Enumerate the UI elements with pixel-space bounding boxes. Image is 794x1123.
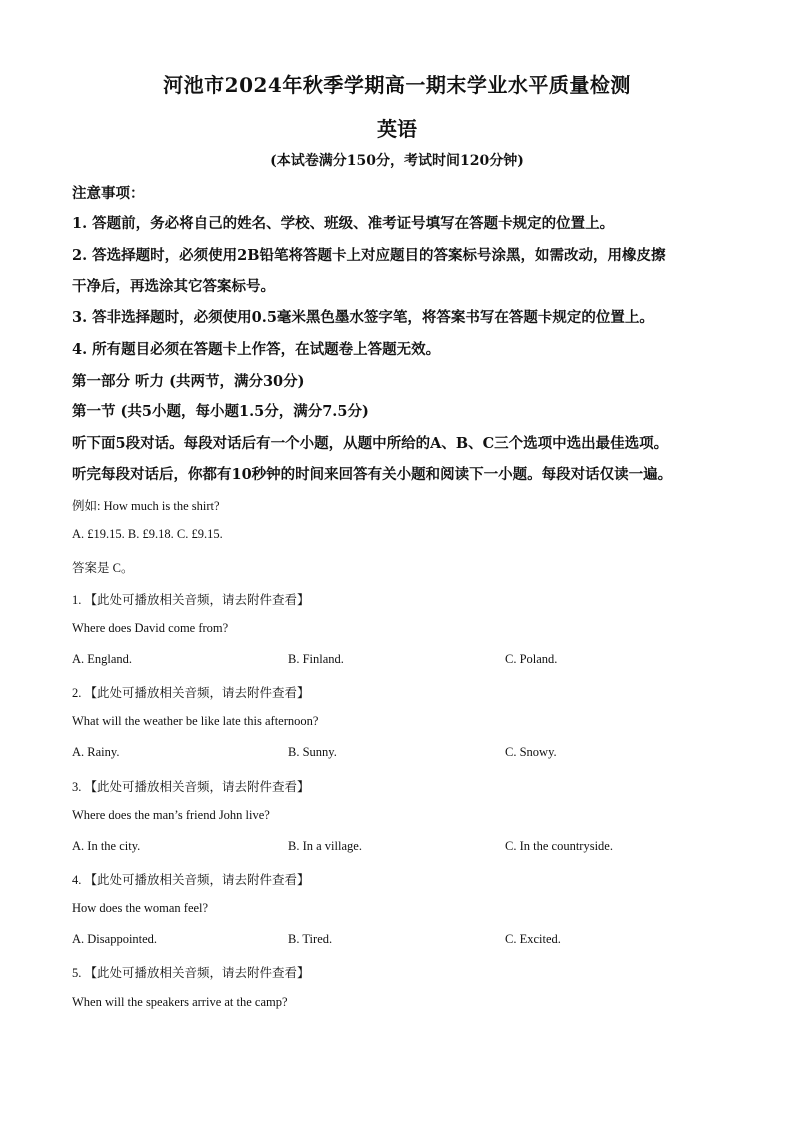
example-options: A. £19.15. B. £9.18. C. £9.15. bbox=[72, 527, 223, 541]
option-b: B. In a village. bbox=[288, 839, 362, 853]
question-label: 2. 【此处可播放相关音频，请去附件查看】 bbox=[72, 686, 310, 700]
notice-heading: 注意事项： bbox=[72, 185, 145, 202]
notice-item: 3. 答非选择题时，必须使用0.5毫米黑色墨水签字笔，将答案书写在答题卡规定的位置上。 bbox=[72, 309, 654, 326]
option-c: C. Excited. bbox=[505, 932, 561, 946]
option-c: C. Snowy. bbox=[505, 745, 557, 759]
option-b: B. Tired. bbox=[288, 932, 333, 946]
option-b: B. Finland. bbox=[288, 652, 344, 666]
option-c: C. Poland. bbox=[505, 652, 558, 666]
exam-meta: (本试卷满分150分，考试时间120分钟) bbox=[270, 153, 524, 169]
option-a: A. Rainy. bbox=[72, 745, 120, 759]
question-text: When will the speakers arrive at the camp? bbox=[72, 995, 288, 1009]
notice-item: 干净后，再选涂其它答案标号。 bbox=[72, 278, 275, 295]
instruction-line: 听完每段对话后，你都有10秒钟的时间来回答有关小题和阅读下一小题。每段对话仅读一遍。 bbox=[72, 466, 673, 483]
question-text: Where does David come from? bbox=[72, 621, 229, 635]
option-a: A. In the city. bbox=[72, 839, 141, 853]
example-question: 例如: How much is the shirt? bbox=[72, 499, 220, 513]
exam-title: 河池市2024年秋季学期高一期末学业水平质量检测 bbox=[163, 73, 631, 97]
option-b: B. Sunny. bbox=[288, 745, 337, 759]
question-label: 1. 【此处可播放相关音频，请去附件查看】 bbox=[72, 593, 310, 607]
part-heading: 第一部分 听力 (共两节，满分30分) bbox=[72, 373, 305, 390]
example-answer: 答案是 C。 bbox=[72, 561, 134, 575]
question-label: 5. 【此处可播放相关音频，请去附件查看】 bbox=[72, 966, 310, 980]
notice-item: 2. 答选择题时，必须使用2B铅笔将答题卡上对应题目的答案标号涂黑，如需改动，用橡皮擦 bbox=[72, 247, 666, 264]
question-label: 3. 【此处可播放相关音频，请去附件查看】 bbox=[72, 780, 310, 794]
option-c: C. In the countryside. bbox=[505, 839, 613, 853]
section-heading: 第一节 (共5小题，每小题1.5分，满分7.5分) bbox=[72, 403, 369, 420]
option-a: A. England. bbox=[72, 652, 133, 666]
question-text: How does the woman feel? bbox=[72, 901, 209, 915]
question-text: Where does the man’s friend John live? bbox=[72, 808, 270, 822]
instruction-line: 听下面5段对话。每段对话后有一个小题，从题中所给的A、B、C三个选项中选出最佳选项。 bbox=[72, 435, 669, 452]
notice-item: 4. 所有题目必须在答题卡上作答，在试题卷上答题无效。 bbox=[72, 341, 441, 358]
subject-title: 英语 bbox=[377, 117, 417, 141]
question-label: 4. 【此处可播放相关音频，请去附件查看】 bbox=[72, 873, 310, 887]
notice-item: 1. 答题前，务必将自己的姓名、学校、班级、准考证号填写在答题卡规定的位置上。 bbox=[72, 215, 615, 232]
option-a: A. Disappointed. bbox=[72, 932, 158, 946]
question-text: What will the weather be like late this afternoon? bbox=[72, 714, 319, 728]
